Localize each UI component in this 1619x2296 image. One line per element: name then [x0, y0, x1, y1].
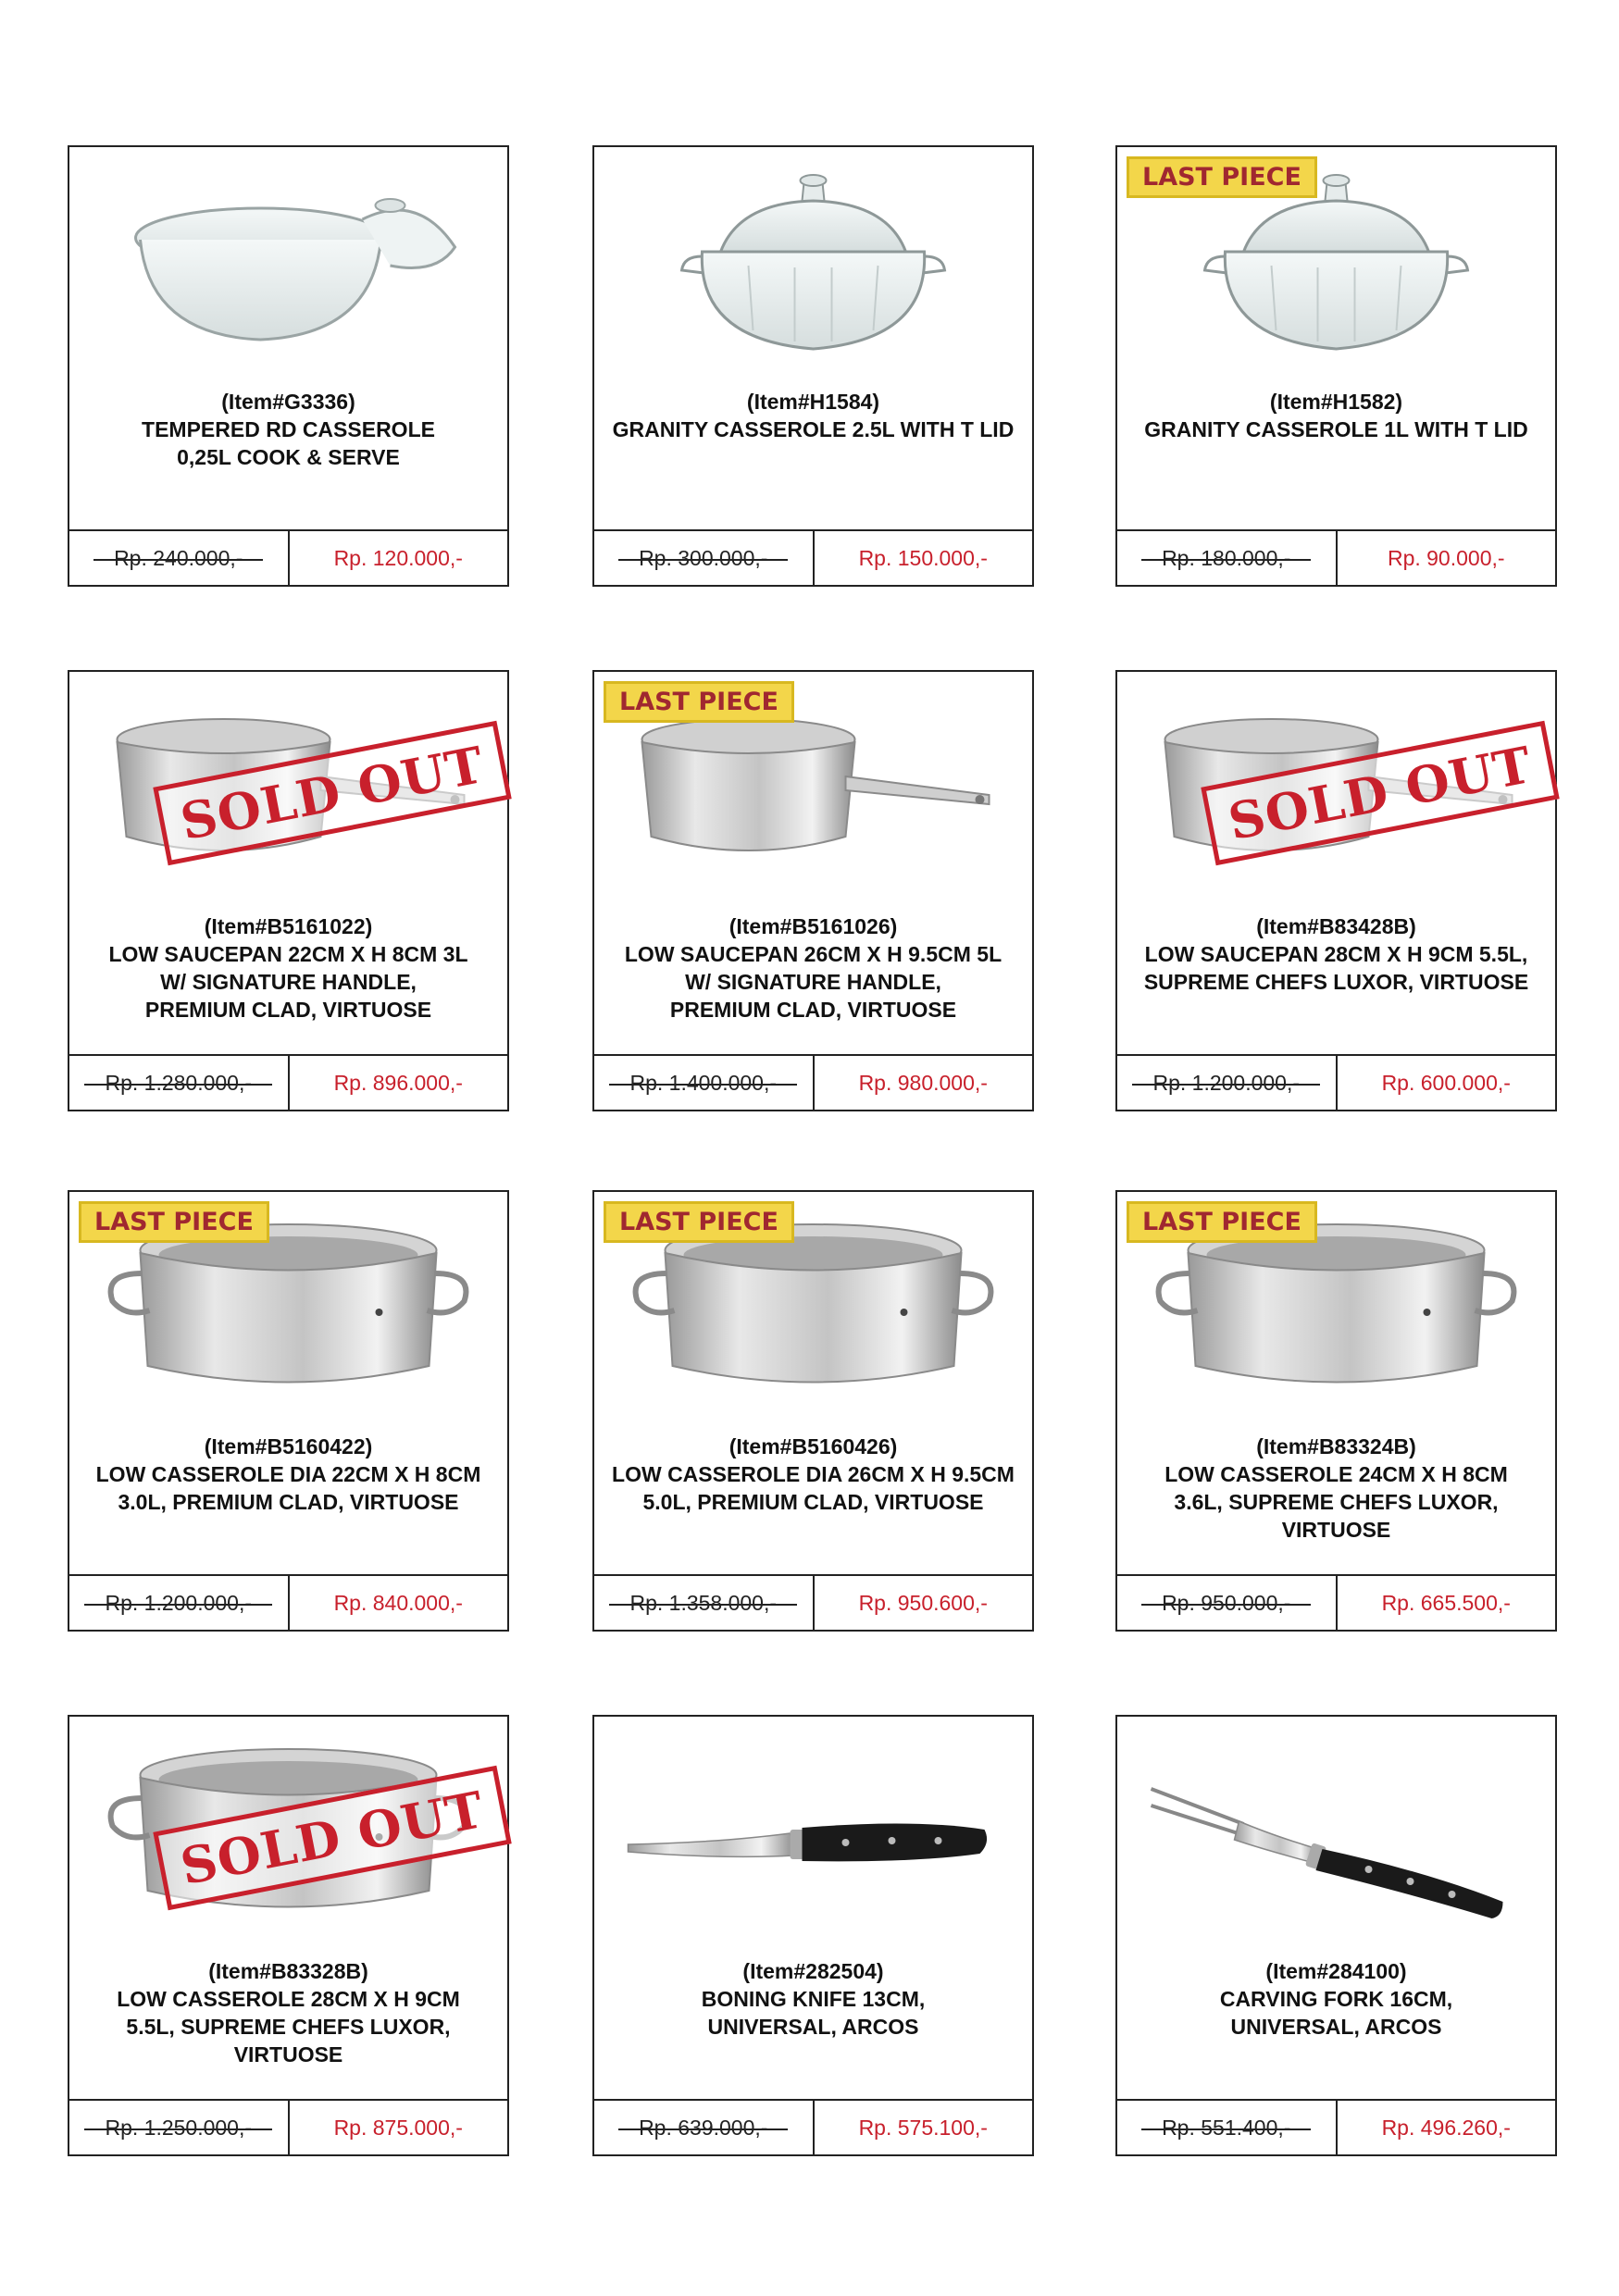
price-row	[594, 529, 1032, 585]
product-name-line: W/ SIGNATURE HANDLE,	[685, 970, 941, 994]
sale-price: Rp. 896.000,-	[333, 1070, 463, 1095]
original-price: Rp. 1.358.000,-	[594, 1576, 815, 1630]
original-price: Rp. 180.000,-	[1117, 531, 1338, 585]
product-card[interactable]	[68, 145, 509, 587]
product-name-line: PREMIUM CLAD, VIRTUOSE	[669, 998, 957, 1022]
product-info	[1125, 912, 1548, 996]
product-name-line: TEMPERED RD CASSEROLE	[142, 417, 435, 441]
last-piece-badge: LAST PIECE	[1127, 156, 1317, 198]
item-number: (Item#282504)	[742, 1959, 884, 1983]
glass-casserole-icon	[84, 164, 492, 372]
product-card[interactable]	[592, 1715, 1034, 2156]
product-name-line: LOW SAUCEPAN 26CM X H 9.5CM 5L	[624, 942, 1003, 966]
price-row	[594, 1574, 1032, 1630]
fork-icon	[1132, 1733, 1540, 1942]
price-row	[69, 1574, 507, 1630]
sale-price: Rp. 496.260,-	[1381, 2115, 1511, 2140]
price-row	[69, 529, 507, 585]
product-info	[1125, 1433, 1548, 1544]
product-info	[602, 1957, 1025, 2041]
product-name-line: 5.0L, PREMIUM CLAD, VIRTUOSE	[642, 1490, 984, 1514]
product-name-line: LOW SAUCEPAN 22CM X H 8CM 3L	[108, 942, 468, 966]
product-name-line: VIRTUOSE	[1281, 1518, 1391, 1542]
glass-lidded-casserole-icon	[609, 164, 1017, 372]
product-name-line: UNIVERSAL, ARCOS	[1230, 2015, 1442, 2039]
product-info	[77, 912, 500, 1024]
original-price: Rp. 551.400,-	[1117, 2101, 1338, 2154]
price-row	[1117, 2099, 1555, 2154]
sale-price: Rp. 980.000,-	[858, 1070, 988, 1095]
sale-price: Rp. 90.000,-	[1387, 545, 1505, 570]
price-row	[69, 1054, 507, 1110]
product-info	[1125, 1957, 1548, 2041]
original-price: Rp. 1.400.000,-	[594, 1056, 815, 1110]
product-name-line: LOW CASSEROLE 28CM X H 9CM	[117, 1987, 460, 2011]
original-price: Rp. 639.000,-	[594, 2101, 815, 2154]
product-name-line: LOW CASSEROLE 24CM X H 8CM	[1164, 1462, 1508, 1486]
product-card[interactable]	[1115, 1190, 1557, 1632]
item-number: (Item#B5161026)	[729, 914, 898, 938]
item-number: (Item#B5161022)	[204, 914, 373, 938]
item-number: (Item#H1584)	[746, 390, 880, 414]
product-name-line: W/ SIGNATURE HANDLE,	[160, 970, 417, 994]
sale-price: Rp. 875.000,-	[333, 2115, 463, 2140]
price-row	[1117, 1574, 1555, 1630]
original-price: Rp. 950.000,-	[1117, 1576, 1338, 1630]
sale-price: Rp. 950.600,-	[858, 1590, 988, 1615]
product-name-line: 3.0L, PREMIUM CLAD, VIRTUOSE	[118, 1490, 459, 1514]
last-piece-badge: LAST PIECE	[1127, 1201, 1317, 1243]
product-card[interactable]	[68, 1190, 509, 1632]
product-card[interactable]	[1115, 1715, 1557, 2156]
item-number: (Item#284100)	[1265, 1959, 1407, 1983]
item-number: (Item#B5160426)	[729, 1434, 898, 1458]
product-name-line: LOW SAUCEPAN 28CM X H 9CM 5.5L,	[1144, 942, 1528, 966]
product-name-line: PREMIUM CLAD, VIRTUOSE	[144, 998, 432, 1022]
original-price: Rp. 1.200.000,-	[1117, 1056, 1338, 1110]
product-name-line: 0,25L COOK & SERVE	[177, 445, 400, 469]
price-row	[594, 1054, 1032, 1110]
product-name-line: GRANITY CASSEROLE 2.5L WITH T LID	[612, 417, 1015, 441]
original-price: Rp. 1.200.000,-	[69, 1576, 290, 1630]
product-card[interactable]	[68, 1715, 509, 2156]
product-name-line: GRANITY CASSEROLE 1L WITH T LID	[1144, 417, 1528, 441]
product-info	[602, 912, 1025, 1024]
product-card[interactable]	[592, 670, 1034, 1111]
product-card[interactable]	[592, 145, 1034, 587]
original-price: Rp. 1.250.000,-	[69, 2101, 290, 2154]
original-price: Rp. 300.000,-	[594, 531, 815, 585]
product-info	[1125, 388, 1548, 443]
sold-out-stamp: SOLD OUT	[153, 1766, 511, 1911]
product-info	[77, 1433, 500, 1516]
item-number: (Item#B83428B)	[1256, 914, 1416, 938]
sale-price: Rp. 600.000,-	[1381, 1070, 1511, 1095]
item-number: (Item#H1582)	[1269, 390, 1403, 414]
item-number: (Item#B83324B)	[1256, 1434, 1416, 1458]
last-piece-badge: LAST PIECE	[79, 1201, 269, 1243]
sold-out-stamp: SOLD OUT	[1201, 721, 1559, 866]
item-number: (Item#G3336)	[221, 390, 355, 414]
product-info	[602, 1433, 1025, 1516]
product-card[interactable]	[68, 670, 509, 1111]
price-row	[1117, 1054, 1555, 1110]
product-name-line: LOW CASSEROLE DIA 26CM X H 9.5CM	[612, 1462, 1015, 1486]
last-piece-badge: LAST PIECE	[604, 681, 794, 723]
product-name-line: LOW CASSEROLE DIA 22CM X H 8CM	[95, 1462, 481, 1486]
item-number: (Item#B5160422)	[204, 1434, 373, 1458]
sale-price: Rp. 575.100,-	[858, 2115, 988, 2140]
product-name-line: 3.6L, SUPREME CHEFS LUXOR,	[1174, 1490, 1499, 1514]
sale-price: Rp. 120.000,-	[333, 545, 463, 570]
product-name-line: SUPREME CHEFS LUXOR, VIRTUOSE	[1143, 970, 1529, 994]
product-name-line: CARVING FORK 16CM,	[1219, 1987, 1453, 2011]
product-info	[77, 388, 500, 471]
knife-icon	[609, 1733, 1017, 1942]
product-name-line: VIRTUOSE	[233, 2042, 343, 2066]
item-number: (Item#B83328B)	[208, 1959, 368, 1983]
price-row	[594, 2099, 1032, 2154]
product-info	[602, 388, 1025, 443]
product-name-line: 5.5L, SUPREME CHEFS LUXOR,	[126, 2015, 451, 2039]
original-price: Rp. 240.000,-	[69, 531, 290, 585]
last-piece-badge: LAST PIECE	[604, 1201, 794, 1243]
sale-price: Rp. 665.500,-	[1381, 1590, 1511, 1615]
price-row	[1117, 529, 1555, 585]
product-card[interactable]	[1115, 670, 1557, 1111]
sold-out-stamp: SOLD OUT	[153, 721, 511, 866]
product-name-line: BONING KNIFE 13CM,	[701, 1987, 926, 2011]
sale-price: Rp. 840.000,-	[333, 1590, 463, 1615]
product-info	[77, 1957, 500, 2068]
product-card[interactable]	[592, 1190, 1034, 1632]
product-name-line: UNIVERSAL, ARCOS	[707, 2015, 919, 2039]
product-card[interactable]	[1115, 145, 1557, 587]
original-price: Rp. 1.280.000,-	[69, 1056, 290, 1110]
sale-price: Rp. 150.000,-	[858, 545, 988, 570]
price-row	[69, 2099, 507, 2154]
